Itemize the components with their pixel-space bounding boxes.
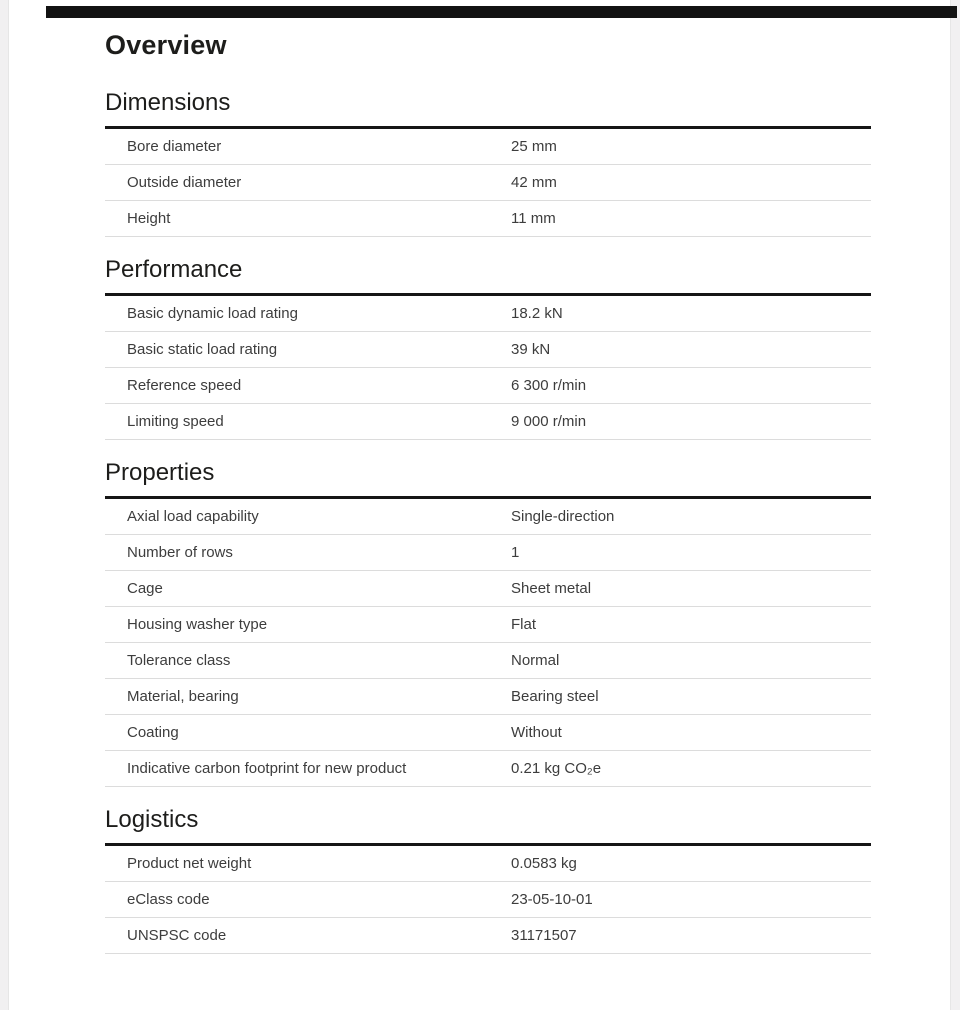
spec-value: Single-direction [511, 508, 615, 525]
section-title: Properties [105, 459, 215, 486]
spec-value: 1 [511, 544, 520, 561]
spec-value: 11 mm [511, 210, 556, 227]
spec-label: Product net weight [127, 855, 252, 872]
spec-table [105, 129, 871, 237]
spec-value: 0.21 kg CO₂e [511, 760, 602, 777]
spec-row [105, 499, 871, 535]
spec-label: Housing washer type [127, 616, 268, 633]
spec-value: Flat [511, 616, 537, 633]
spec-row [105, 129, 871, 165]
spec-row [105, 535, 871, 571]
spec-sections [105, 88, 871, 954]
spec-row [105, 751, 871, 787]
spec-label: Cage [127, 580, 163, 597]
spec-label: Basic static load rating [127, 341, 278, 358]
spec-label: eClass code [127, 891, 210, 908]
page-title: Overview [105, 30, 227, 60]
spec-row [105, 607, 871, 643]
spec-row [105, 643, 871, 679]
spec-section [105, 88, 871, 237]
spec-row [105, 571, 871, 607]
spec-row [105, 679, 871, 715]
spec-row [105, 882, 871, 918]
spec-row [105, 165, 871, 201]
spec-value: Bearing steel [511, 688, 599, 705]
spec-row [105, 918, 871, 954]
spec-label: Coating [127, 724, 179, 741]
spec-value: 6 300 r/min [511, 377, 587, 394]
overview-content [105, 28, 871, 954]
spec-value: 25 mm [511, 138, 557, 155]
spec-label: Limiting speed [127, 413, 224, 430]
spec-label: Axial load capability [127, 508, 259, 525]
spec-row [105, 296, 871, 332]
spec-label: Reference speed [127, 377, 242, 394]
spec-label: Bore diameter [127, 138, 222, 155]
spec-label: Indicative carbon footprint for new product [127, 760, 407, 777]
spec-value: 0.0583 kg [511, 855, 577, 872]
spec-value: 42 mm [511, 174, 557, 191]
spec-value: 9 000 r/min [511, 413, 587, 430]
spec-label: Outside diameter [127, 174, 242, 191]
spec-value: Normal [511, 652, 560, 669]
spec-value: 39 kN [511, 341, 551, 358]
spec-table [105, 846, 871, 954]
spec-row [105, 715, 871, 751]
spec-row [105, 201, 871, 237]
spec-section [105, 805, 871, 954]
spec-label: UNSPSC code [127, 927, 227, 944]
spec-table [105, 499, 871, 787]
spec-value: Sheet metal [511, 580, 592, 597]
top-divider-bar [46, 6, 957, 18]
spec-value: 18.2 kN [511, 305, 563, 322]
content-card [8, 0, 951, 1010]
spec-row [105, 404, 871, 440]
spec-table [105, 296, 871, 440]
spec-section [105, 255, 871, 440]
section-title: Dimensions [105, 89, 231, 116]
spec-row [105, 332, 871, 368]
spec-row [105, 846, 871, 882]
spec-label: Number of rows [127, 544, 233, 561]
spec-section [105, 458, 871, 787]
spec-value: Without [511, 724, 562, 741]
section-title: Performance [105, 256, 243, 283]
spec-label: Material, bearing [127, 688, 239, 705]
spec-value: 23-05-10-01 [511, 891, 593, 908]
spec-label: Tolerance class [127, 652, 231, 669]
spec-value: 31171507 [511, 927, 577, 944]
spec-label: Height [127, 210, 171, 227]
spec-row [105, 368, 871, 404]
section-title: Logistics [105, 806, 199, 833]
spec-label: Basic dynamic load rating [127, 305, 298, 322]
